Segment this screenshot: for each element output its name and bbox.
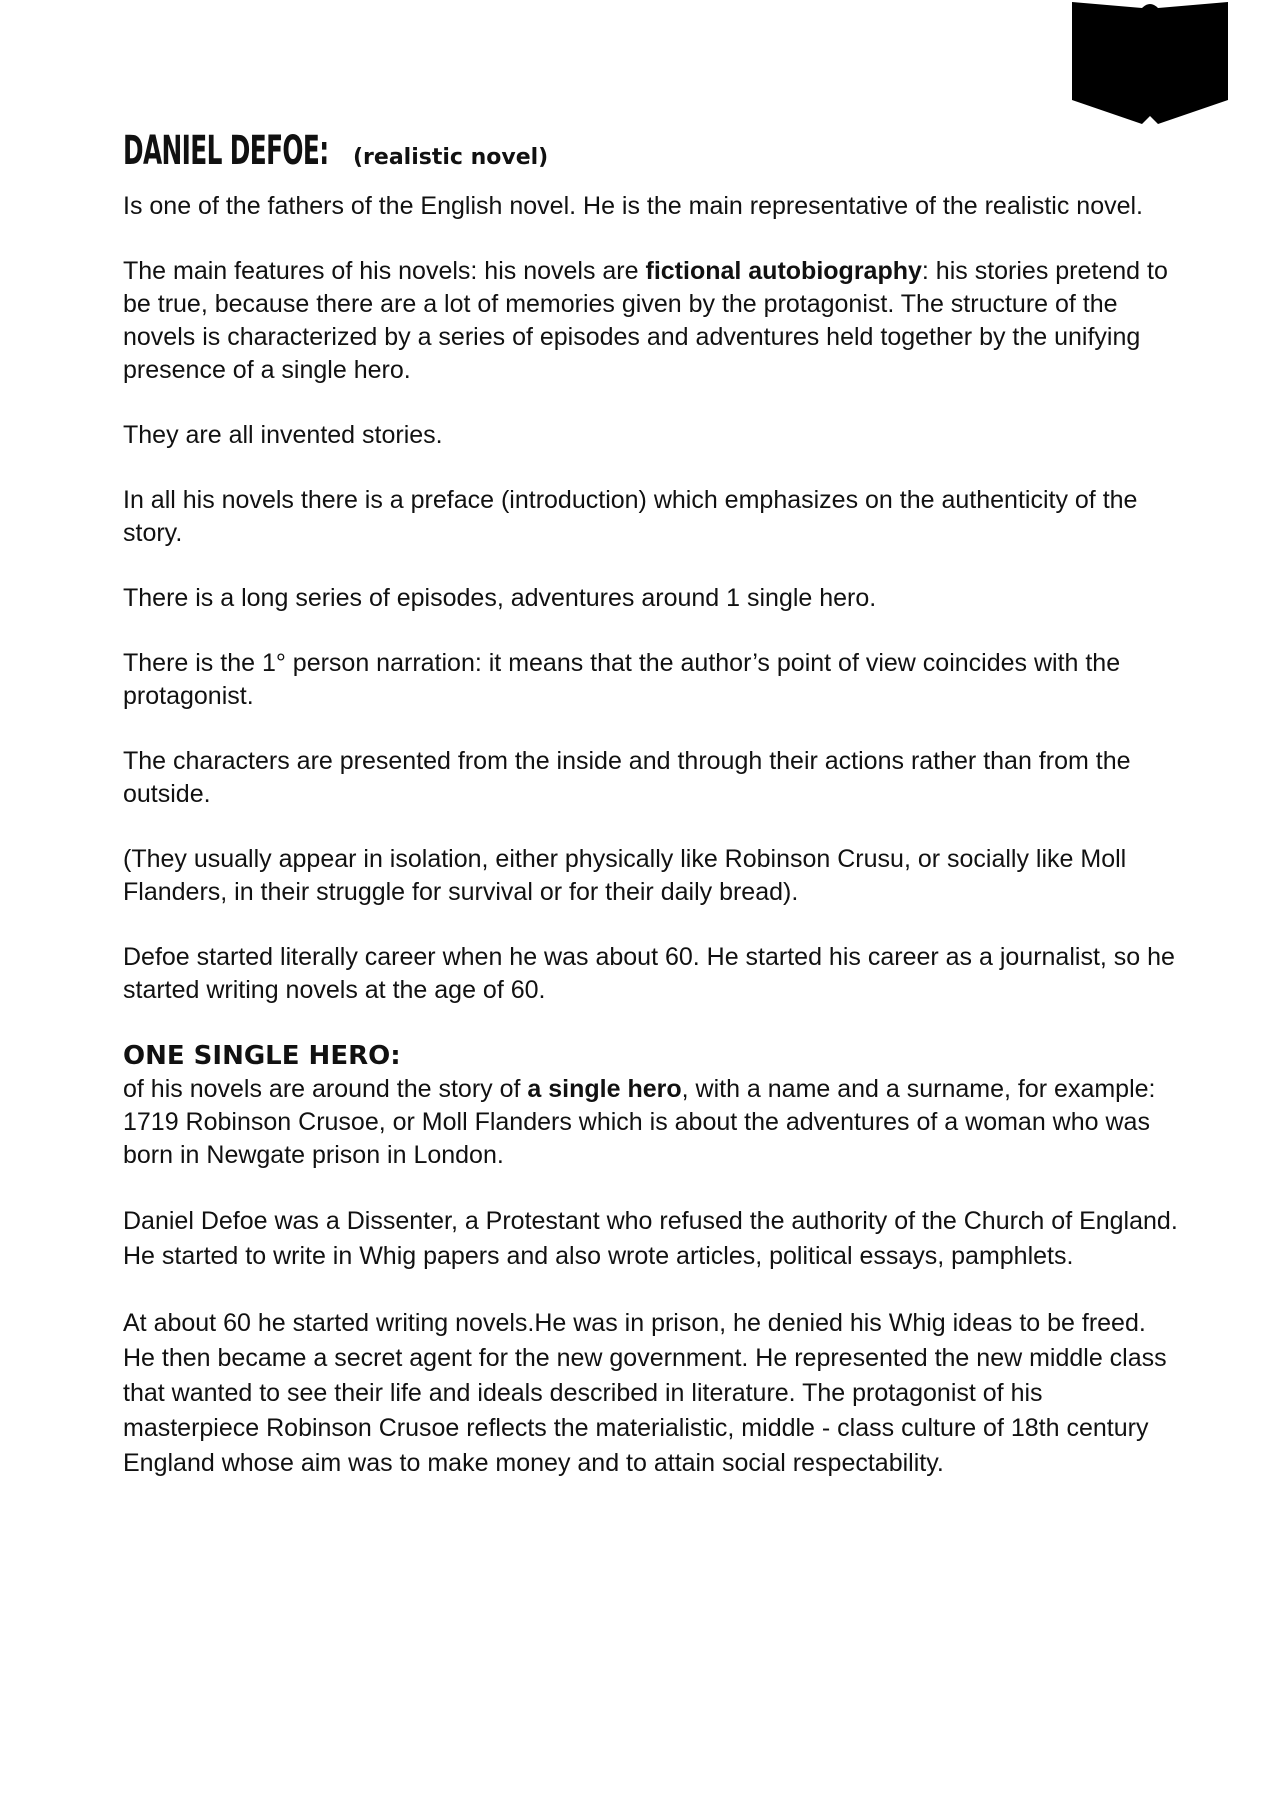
paragraph: At about 60 he started writing novels.He was in prison, he denied his Whig ideas to be freed. He then became a secret agent for the new government. He represented the new middle class that wanted to see their life and ideals described in literature. The protagonist of his masterpiece Robinson Crusoe reflects the materialistic, middle - class culture of 18th century England whose aim was to make money and to attain social respectability. <box>123 1309 1167 1477</box>
open-book-icon <box>1072 0 1228 126</box>
paragraph-single-hero: of his novels are around the story of a single hero, with a name and a surname, for example: 1719 Robinson Crusoe, or Moll Flanders which is about the adventures of a woman who was born in Newgate prison in London. <box>123 1075 1156 1169</box>
bold-term: a single hero <box>527 1075 682 1103</box>
page-title <box>123 128 1183 190</box>
document-body <box>123 128 1183 1513</box>
title-main: DANIEL DEFOE: <box>123 128 329 174</box>
bold-term: fictional autobiography <box>645 257 922 285</box>
paragraph-features: The main features of his novels: his novels are fictional autobiography: his stories pretend to be true, because there are a lot of memories given by the protagonist. The structure of the novels is characterized by a series of episodes and adventures held together by the unifying presence of a single hero. <box>123 257 1168 384</box>
paragraph: There is a long series of episodes, adventures around 1 single hero. <box>123 584 877 612</box>
paragraph: The characters are presented from the inside and through their actions rather than from the outside. <box>123 747 1131 808</box>
paragraph: They are all invented stories. <box>123 421 443 449</box>
paragraph: There is the 1° person narration: it means that the author’s point of view coincides with the protagonist. <box>123 649 1121 710</box>
paragraph: Defoe started literally career when he was about 60. He started his career as a journalist, so he started writing novels at the age of 60. <box>123 943 1175 1004</box>
title-subtitle: (realistic novel) <box>353 145 549 170</box>
paragraph: Is one of the fathers of the English novel. He is the main representative of the realistic novel. <box>123 192 1144 220</box>
paragraph: Daniel Defoe was a Dissenter, a Protestant who refused the authority of the Church of England. He started to write in Whig papers and also wrote articles, political essays, pamphlets. <box>123 1207 1178 1270</box>
paragraph: (They usually appear in isolation, either physically like Robinson Crusu, or socially like Moll Flanders, in their struggle for survival or for their daily bread). <box>123 845 1127 906</box>
section-heading: ONE SINGLE HERO: <box>123 1041 401 1071</box>
paragraph: In all his novels there is a preface (introduction) which emphasizes on the authenticity of the story. <box>123 486 1138 547</box>
